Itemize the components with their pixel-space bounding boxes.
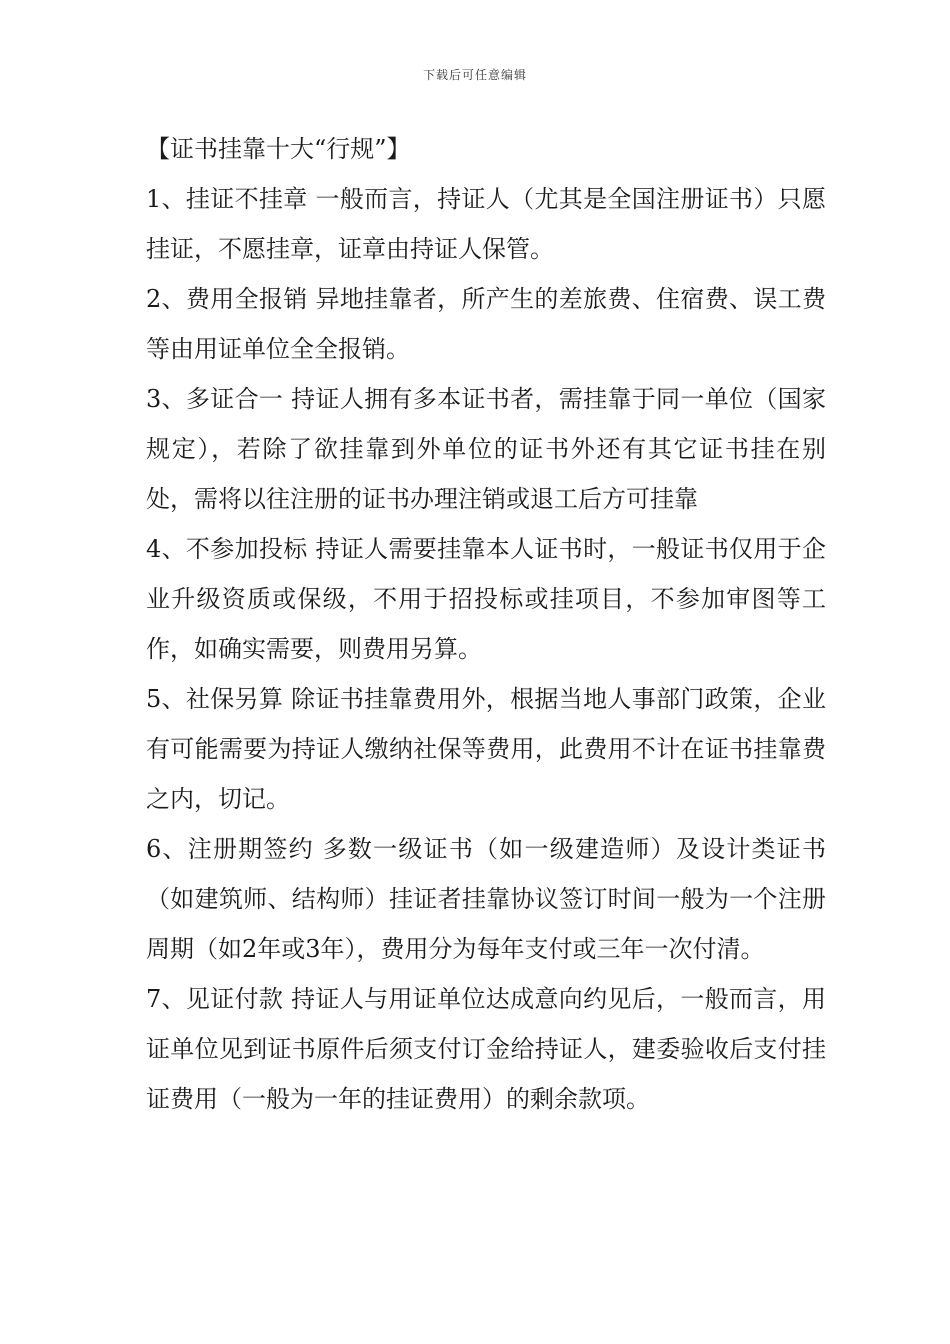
paragraph-7: 7、见证付款 持证人与用证单位达成意向约见后，一般而言，用证单位见到证书原件后须支付订金给持证人，建委验收后支付挂证费用（一般为一年的挂证费用）的剩余款项。 — [146, 985, 826, 1113]
page-header: 下载后可任意编辑 — [422, 68, 527, 82]
paragraph-4: 4、不参加投标 持证人需要挂靠本人证书时，一般证书仅用于企业升级资质或保级，不用于招投标或挂项目，不参加审图等工作，如确实需要，则费用另算。 — [146, 535, 826, 663]
paragraph-2: 2、费用全报销 异地挂靠者，所产生的差旅费、住宿费、误工费等由用证单位全全报销。 — [146, 285, 826, 363]
paragraph-1: 1、挂证不挂章 一般而言，持证人（尤其是全国注册证书）只愿挂证，不愿挂章，证章由持证人保管。 — [146, 185, 826, 263]
document-title: 【证书挂靠十大“行规”】 — [146, 135, 411, 163]
paragraph-5: 5、社保另算 除证书挂靠费用外，根据当地人事部门政策，企业有可能需要为持证人缴纳社保等费用，此费用不计在证书挂靠费之内，切记。 — [146, 685, 826, 813]
paragraph-3: 3、多证合一 持证人拥有多本证书者，需挂靠于同一单位（国家规定），若除了欲挂靠到外单位的证书外还有其它证书挂在别处，需将以往注册的证书办理注销或退工后方可挂靠 — [146, 385, 826, 513]
paragraph-6: 6、注册期签约 多数一级证书（如一级建造师）及设计类证书（如建筑师、结构师）挂证者挂靠协议签订时间一般为一个注册周期（如2年或3年），费用分为每年支付或三年一次付清。 — [146, 835, 826, 963]
document-body — [146, 124, 826, 1124]
